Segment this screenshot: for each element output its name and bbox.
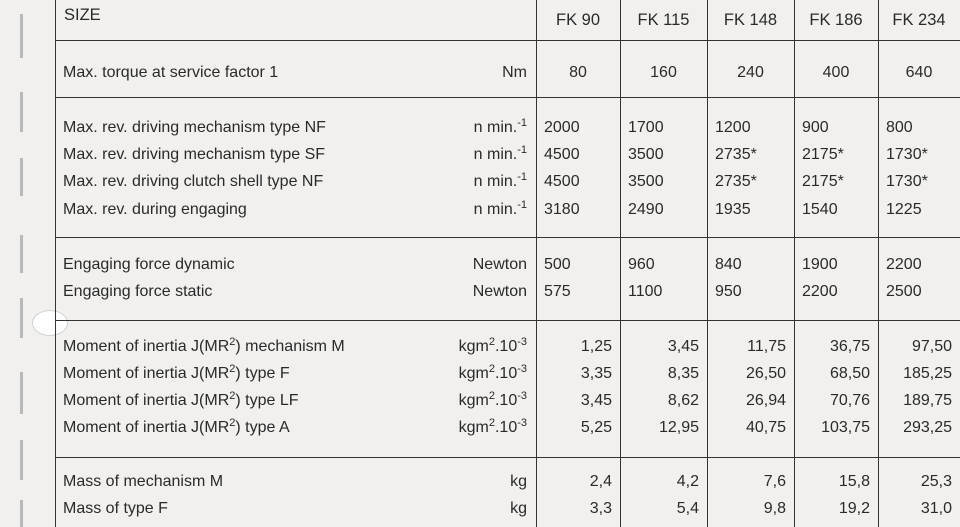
value-cell: 4500 — [544, 146, 580, 163]
value-cell: 1900 — [802, 256, 838, 273]
row-label: Max. rev. driving mechanism type SF — [63, 146, 326, 163]
binder-mark — [20, 92, 23, 132]
value-cell: 1225 — [886, 201, 922, 218]
value-cell: 2000 — [544, 119, 580, 136]
value-cell: 103,75 — [821, 419, 870, 436]
unit-text: Newton — [472, 283, 527, 300]
value-cell: 293,25 — [903, 419, 952, 436]
grid-line-vertical — [55, 0, 56, 527]
column-header: FK 115 — [637, 11, 690, 29]
value-cell: 900 — [802, 119, 829, 136]
row-unit — [459, 364, 527, 384]
row-label: Max. rev. during engaging — [63, 201, 247, 218]
row-unit — [473, 255, 527, 275]
value-cell: 15,8 — [838, 473, 870, 490]
value-cell: 3,35 — [580, 365, 612, 382]
row-unit — [510, 499, 527, 519]
value-cell: 1,25 — [580, 338, 612, 355]
value-cell: 2735* — [715, 146, 757, 163]
unit-superscript: 2 — [488, 336, 495, 348]
row-label-text: ) type A — [235, 419, 290, 436]
value-cell: 4,2 — [676, 473, 699, 490]
column-header: FK 148 — [723, 11, 778, 29]
value-cell: 1935 — [715, 201, 751, 218]
value-cell: 8,35 — [667, 365, 699, 382]
row-unit — [510, 472, 527, 492]
unit-text: n min. — [473, 201, 518, 218]
value-cell: 19,2 — [838, 500, 870, 517]
row-unit — [459, 391, 527, 411]
unit-superscript: -3 — [517, 363, 527, 375]
grid-line-horizontal — [55, 40, 960, 41]
value-cell: 160 — [650, 64, 677, 81]
value-cell: 575 — [544, 283, 571, 300]
grid-line-horizontal — [55, 97, 960, 98]
value-cell: 950 — [715, 283, 742, 300]
unit-text: n min. — [473, 119, 518, 136]
row-label-text: Moment of inertia J(MR — [63, 365, 230, 382]
unit-text: Newton — [472, 256, 527, 273]
unit-superscript: -1 — [517, 117, 527, 129]
row-label — [63, 391, 299, 411]
row-label-text: Moment of inertia J(MR — [63, 392, 230, 409]
value-cell: 36,75 — [829, 338, 870, 355]
row-label: Mass of mechanism M — [63, 473, 224, 490]
row-label — [63, 364, 290, 384]
binder-edge — [0, 0, 50, 527]
value-cell: 3500 — [628, 146, 664, 163]
unit-superscript: -3 — [517, 336, 527, 348]
row-label: Engaging force static — [63, 283, 213, 300]
row-unit — [474, 200, 527, 220]
unit-text: .10 — [494, 365, 518, 382]
value-cell: 2175* — [802, 146, 844, 163]
unit-text: .10 — [494, 392, 518, 409]
value-cell: 1730* — [886, 146, 928, 163]
row-unit — [459, 337, 527, 357]
grid-line-horizontal — [55, 320, 960, 321]
value-cell: 25,3 — [920, 473, 952, 490]
value-cell: 3180 — [544, 201, 580, 218]
grid-line-horizontal — [55, 237, 960, 238]
unit-text: Nm — [502, 64, 527, 81]
row-unit — [474, 118, 527, 138]
column-header: FK 234 — [892, 11, 946, 29]
unit-text: n min. — [473, 173, 518, 190]
unit-text: .10 — [494, 419, 518, 436]
value-cell: 31,0 — [920, 500, 952, 517]
value-cell: 4500 — [544, 173, 580, 190]
value-cell: 240 — [737, 64, 764, 81]
value-cell: 840 — [715, 256, 742, 273]
unit-text: kg — [510, 473, 527, 490]
unit-superscript: -1 — [517, 171, 527, 183]
row-label-superscript: 2 — [229, 390, 236, 402]
row-unit — [474, 145, 527, 165]
unit-text: kg — [510, 500, 527, 517]
row-label: Mass of type F — [63, 500, 168, 517]
value-cell: 3,45 — [667, 338, 699, 355]
value-cell: 8,62 — [667, 392, 699, 409]
row-label: Max. torque at service factor 1 — [63, 64, 279, 81]
unit-superscript: 2 — [488, 390, 495, 402]
unit-text: kgm — [458, 338, 489, 355]
value-cell: 70,76 — [829, 392, 870, 409]
value-cell: 800 — [886, 119, 913, 136]
binder-mark — [20, 440, 23, 480]
column-header: FK 186 — [809, 11, 863, 29]
row-unit — [502, 63, 527, 83]
value-cell: 97,50 — [911, 338, 952, 355]
value-cell: 40,75 — [745, 419, 786, 436]
size-header: SIZE — [64, 6, 101, 24]
row-label — [63, 418, 290, 438]
row-label-text: Moment of inertia J(MR — [63, 338, 230, 355]
unit-text: kgm — [458, 392, 489, 409]
value-cell: 2175* — [802, 173, 844, 190]
unit-superscript: -1 — [517, 144, 527, 156]
value-cell: 26,50 — [745, 365, 786, 382]
unit-superscript: -3 — [517, 390, 527, 402]
value-cell: 2200 — [802, 283, 838, 300]
binder-mark — [20, 14, 23, 58]
row-unit — [474, 172, 527, 192]
value-cell: 12,95 — [658, 419, 699, 436]
row-label-superscript: 2 — [229, 363, 236, 375]
binder-mark — [20, 158, 23, 196]
value-cell: 1540 — [802, 201, 838, 218]
unit-text: n min. — [473, 146, 518, 163]
value-cell: 2500 — [886, 283, 922, 300]
value-cell: 11,75 — [747, 338, 786, 355]
value-cell: 1730* — [886, 173, 928, 190]
unit-text: kgm — [458, 419, 489, 436]
row-label-text: ) type F — [235, 365, 290, 382]
row-label — [63, 337, 345, 357]
value-cell: 2735* — [715, 173, 757, 190]
value-cell: 1700 — [628, 119, 664, 136]
row-label: Engaging force dynamic — [63, 256, 235, 273]
row-unit — [459, 418, 527, 438]
binder-mark — [20, 372, 23, 414]
value-cell: 400 — [822, 64, 850, 81]
value-cell: 80 — [569, 64, 587, 81]
unit-superscript: 2 — [488, 417, 495, 429]
grid-line-horizontal — [55, 457, 960, 458]
value-cell: 5,25 — [580, 419, 612, 436]
value-cell: 3500 — [628, 173, 664, 190]
unit-text: kgm — [458, 365, 489, 382]
row-label-superscript: 2 — [229, 336, 236, 348]
value-cell: 189,75 — [903, 392, 952, 409]
row-label-text: ) type LF — [235, 392, 299, 409]
value-cell: 68,50 — [829, 365, 870, 382]
unit-superscript: -1 — [517, 199, 527, 211]
row-label: Max. rev. driving clutch shell type NF — [63, 173, 324, 190]
value-cell: 3,45 — [580, 392, 612, 409]
binder-mark — [20, 298, 23, 338]
column-header: FK 90 — [555, 11, 601, 29]
value-cell: 2,4 — [589, 473, 612, 490]
unit-superscript: 2 — [488, 363, 495, 375]
value-cell: 26,94 — [745, 392, 786, 409]
row-label-superscript: 2 — [229, 417, 236, 429]
value-cell: 2490 — [628, 201, 664, 218]
value-cell: 1100 — [628, 283, 663, 300]
unit-text: .10 — [494, 338, 518, 355]
row-label-text: Moment of inertia J(MR — [63, 419, 230, 436]
value-cell: 2200 — [886, 256, 922, 273]
value-cell: 3,3 — [589, 500, 612, 517]
row-label-text: ) mechanism M — [235, 338, 345, 355]
value-cell: 960 — [628, 256, 655, 273]
row-label: Max. rev. driving mechanism type NF — [63, 119, 326, 136]
binder-mark — [20, 235, 23, 273]
punch-hole — [32, 310, 68, 336]
unit-superscript: -3 — [517, 417, 527, 429]
value-cell: 185,25 — [903, 365, 952, 382]
value-cell: 1200 — [715, 119, 751, 136]
value-cell: 500 — [544, 256, 571, 273]
binder-mark — [20, 500, 23, 527]
row-unit — [473, 282, 527, 302]
value-cell: 9,8 — [763, 500, 786, 517]
value-cell: 5,4 — [676, 500, 699, 517]
value-cell: 7,6 — [763, 473, 786, 490]
value-cell: 640 — [905, 64, 933, 81]
